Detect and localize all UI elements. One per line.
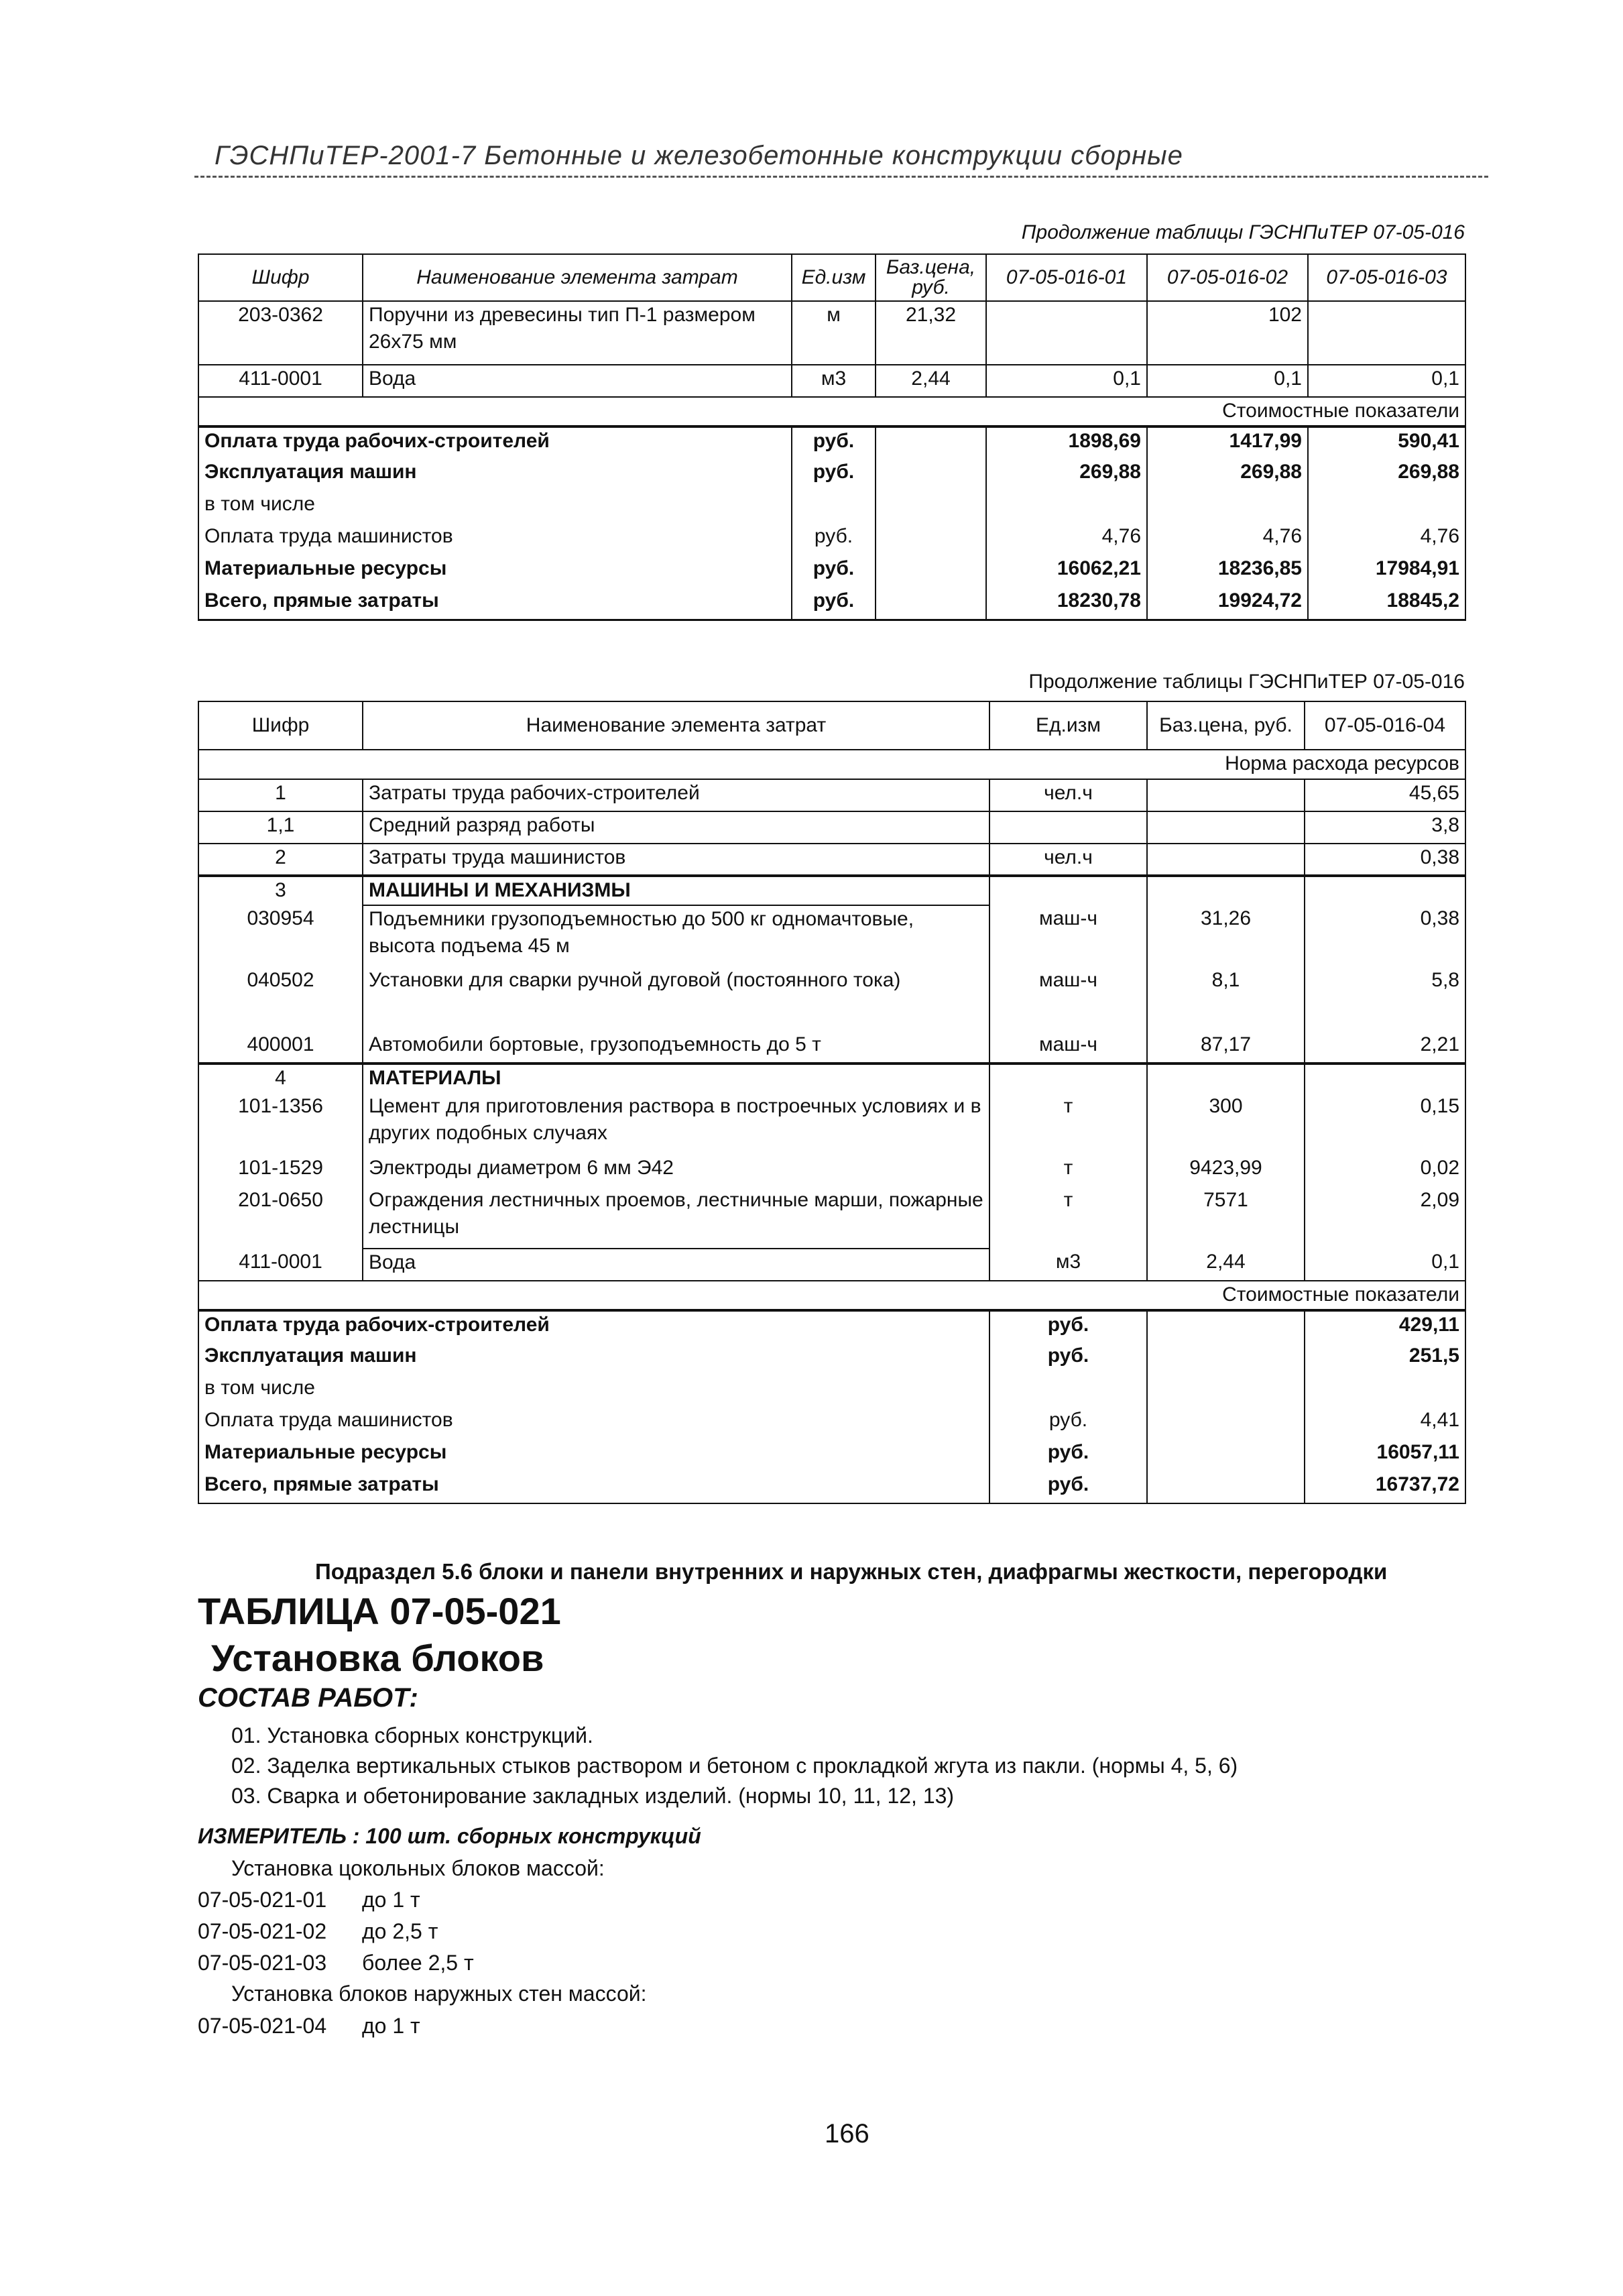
row-name: Цемент для приготовления раствора в построечных условиях и в других подобных случаях	[363, 1093, 989, 1155]
row-unit	[989, 811, 1147, 844]
row-code: 101-1356	[198, 1093, 363, 1155]
table2-continuation: Продолжение таблицы ГЭСНПиТЕР 07-05-016	[1028, 671, 1465, 693]
cost-v3: 18845,2	[1308, 587, 1465, 620]
table-row	[198, 967, 1465, 1031]
table-title: ТАБЛИЦА 07-05-021	[198, 1590, 561, 1632]
row-code: 203-0362	[198, 301, 363, 365]
cost-unit: руб.	[792, 587, 876, 620]
table-row	[198, 1155, 1465, 1187]
t2-col-price: Баз.цена, руб.	[1147, 701, 1305, 750]
cost-v1: 4,76	[986, 523, 1147, 555]
row-value: 5,8	[1305, 967, 1465, 1031]
cost-unit: руб.	[792, 426, 876, 459]
t1-col-v3: 07-05-016-03	[1308, 254, 1465, 301]
work-item: 02. Заделка вертикальных стыков раствором и бетоном с прокладкой жгута из пакли. (нормы 4, 5, 6)	[231, 1754, 1238, 1778]
row-price: 2,44	[1147, 1249, 1305, 1281]
table-row	[198, 1093, 1465, 1155]
norm-label: до 2,5 т	[362, 1919, 438, 1943]
row-price	[1147, 811, 1305, 844]
row-name: Затраты труда машинистов	[363, 844, 989, 876]
table-row	[198, 555, 1465, 587]
cost-v2: 18236,85	[1147, 555, 1308, 587]
cost-name: Материальные ресурсы	[198, 1439, 989, 1471]
cost-v1: 16062,21	[986, 555, 1147, 587]
cost-name: Оплата труда машинистов	[198, 1407, 989, 1439]
meter-label: ИЗМЕРИТЕЛЬ : 100 шт. сборных конструкций	[198, 1824, 701, 1848]
row-name: Поручни из древесины тип П-1 размером 26х75 мм	[363, 301, 792, 365]
row-unit: чел.ч	[989, 844, 1147, 876]
row-price: 7571	[1147, 1187, 1305, 1249]
norm-label: до 1 т	[362, 1888, 420, 1912]
row-v1: 0,1	[986, 365, 1147, 397]
row-name: МАТЕРИАЛЫ	[363, 1064, 989, 1093]
t1-col-price: Баз.цена, руб.	[876, 254, 986, 301]
row-name: Электроды диаметром 6 мм Э42	[363, 1155, 989, 1187]
cost-name: Оплата труда машинистов	[198, 523, 792, 555]
table-row	[198, 1031, 1465, 1064]
t2-col-v: 07-05-016-04	[1305, 701, 1465, 750]
row-code: 1	[198, 779, 363, 811]
table-row	[198, 301, 1465, 365]
running-header: ГЭСНПиТЕР-2001-7 Бетонные и железобетонные конструкции сборные	[215, 141, 1183, 170]
row-unit: т	[989, 1155, 1147, 1187]
table-row	[198, 1439, 1465, 1471]
row-value: 0,38	[1305, 905, 1465, 967]
cost-name: в том числе	[198, 1375, 989, 1407]
table-row	[198, 1407, 1465, 1439]
sostav-label: СОСТАВ РАБОТ:	[198, 1683, 418, 1713]
cost-name: Материальные ресурсы	[198, 555, 792, 587]
cost-unit: руб.	[989, 1471, 1147, 1503]
cost-v2: 19924,72	[1147, 587, 1308, 620]
t1-col-code: Шифр	[198, 254, 363, 301]
row-name: Ограждения лестничных проемов, лестничные марши, пожарные лестницы	[363, 1187, 989, 1249]
cost-v1: 1898,69	[986, 426, 1147, 459]
row-v2: 102	[1147, 301, 1308, 365]
t1-col-unit: Ед.изм	[792, 254, 876, 301]
work-item: 01. Установка сборных конструкций.	[231, 1723, 593, 1747]
table-row	[198, 1310, 1465, 1342]
table-row	[198, 1187, 1465, 1249]
row-unit: м	[792, 301, 876, 365]
t2-norm-header: Норма расхода ресурсов	[198, 750, 1465, 779]
cost-name: Эксплуатация машин	[198, 459, 792, 491]
cost-value: 16737,72	[1305, 1471, 1465, 1503]
subsection-title: Подраздел 5.6 блоки и панели внутренних и наружных стен, диафрагмы жесткости, перегородки	[315, 1559, 1388, 1584]
row-value: 2,09	[1305, 1187, 1465, 1249]
row-value: 0,02	[1305, 1155, 1465, 1187]
cost-name: Оплата труда рабочих-строителей	[198, 426, 792, 459]
row-unit: т	[989, 1187, 1147, 1249]
row-unit: маш-ч	[989, 1031, 1147, 1064]
row-name: МАШИНЫ И МЕХАНИЗМЫ	[363, 876, 989, 905]
cost-v2: 4,76	[1147, 523, 1308, 555]
header-rule	[194, 176, 1488, 178]
table-row	[198, 426, 1465, 459]
table-row	[198, 811, 1465, 844]
cost-value: 429,11	[1305, 1310, 1465, 1342]
norm-label: до 1 т	[362, 2014, 420, 2038]
t1-col-v2: 07-05-016-02	[1147, 254, 1308, 301]
row-unit: м3	[792, 365, 876, 397]
row-name: Вода	[363, 1249, 989, 1281]
row-price: 87,17	[1147, 1031, 1305, 1064]
t1-col-v1: 07-05-016-01	[986, 254, 1147, 301]
row-price	[1147, 779, 1305, 811]
table-row	[198, 587, 1465, 620]
row-code: 101-1529	[198, 1155, 363, 1187]
table-row	[198, 1342, 1465, 1375]
row-value: 45,65	[1305, 779, 1465, 811]
cost-unit: руб.	[989, 1407, 1147, 1439]
cost-unit: руб.	[792, 459, 876, 491]
table-row	[198, 779, 1465, 811]
row-code: 030954	[198, 905, 363, 967]
t1-col-name: Наименование элемента затрат	[363, 254, 792, 301]
cost-v3: 590,41	[1308, 426, 1465, 459]
page-number: 166	[825, 2119, 869, 2148]
row-value: 0,1	[1305, 1249, 1465, 1281]
row-code: 1,1	[198, 811, 363, 844]
group-title: Установка блоков наружных стен массой:	[231, 1982, 647, 2006]
work-item: 03. Сварка и обетонирование закладных изделий. (нормы 10, 11, 12, 13)	[231, 1784, 955, 1808]
row-code: 2	[198, 844, 363, 876]
cost-name: Оплата труда рабочих-строителей	[198, 1310, 989, 1342]
cost-unit: руб.	[989, 1439, 1147, 1471]
t1-cost-header: Стоимостные показатели	[198, 397, 1465, 426]
table-row	[198, 876, 1465, 905]
norm-code: 07-05-021-04	[198, 2014, 327, 2038]
cost-value: 4,41	[1305, 1407, 1465, 1439]
cost-name: Эксплуатация машин	[198, 1342, 989, 1375]
table1-continuation: Продолжение таблицы ГЭСНПиТЕР 07-05-016	[1021, 221, 1465, 243]
cost-name: в том числе	[198, 491, 792, 523]
table-row	[198, 491, 1465, 523]
row-code: 3	[198, 876, 363, 905]
row-price: 9423,99	[1147, 1155, 1305, 1187]
row-price: 300	[1147, 1093, 1305, 1155]
row-code: 040502	[198, 967, 363, 1031]
cost-v2: 1417,99	[1147, 426, 1308, 459]
t2-col-code: Шифр	[198, 701, 363, 750]
row-value: 0,38	[1305, 844, 1465, 876]
cost-unit: руб.	[792, 555, 876, 587]
norm-code: 07-05-021-01	[198, 1888, 327, 1912]
table-name: Установка блоков	[211, 1637, 544, 1679]
norm-code: 07-05-021-03	[198, 1951, 327, 1975]
cost-name: Всего, прямые затраты	[198, 1471, 989, 1503]
cost-unit: руб.	[792, 523, 876, 555]
row-code: 201-0650	[198, 1187, 363, 1249]
t2-cost-header: Стоимостные показатели	[198, 1281, 1465, 1310]
t2-col-unit: Ед.изм	[989, 701, 1147, 750]
row-unit: т	[989, 1093, 1147, 1155]
row-v3	[1308, 301, 1465, 365]
row-unit: м3	[989, 1249, 1147, 1281]
row-code: 4	[198, 1064, 363, 1093]
table-row	[198, 1471, 1465, 1503]
norm-code: 07-05-021-02	[198, 1919, 327, 1943]
row-price: 8,1	[1147, 967, 1305, 1031]
table2	[198, 701, 1466, 1504]
row-name: Затраты труда рабочих-строителей	[363, 779, 989, 811]
row-value: 0,15	[1305, 1093, 1465, 1155]
row-name: Средний разряд работы	[363, 811, 989, 844]
row-price: 21,32	[876, 301, 986, 365]
cost-value: 16057,11	[1305, 1439, 1465, 1471]
row-unit: чел.ч	[989, 779, 1147, 811]
row-unit: маш-ч	[989, 967, 1147, 1031]
group-title: Установка цокольных блоков массой:	[231, 1856, 605, 1880]
row-price: 31,26	[1147, 905, 1305, 967]
row-price	[1147, 844, 1305, 876]
row-v2: 0,1	[1147, 365, 1308, 397]
row-price: 2,44	[876, 365, 986, 397]
row-name: Автомобили бортовые, грузоподъемность до 5 т	[363, 1031, 989, 1064]
cost-v3: 4,76	[1308, 523, 1465, 555]
cost-v1: 269,88	[986, 459, 1147, 491]
row-code: 411-0001	[198, 1249, 363, 1281]
table-row	[198, 1064, 1465, 1093]
t2-col-name: Наименование элемента затрат	[363, 701, 989, 750]
row-value: 2,21	[1305, 1031, 1465, 1064]
table-row	[198, 844, 1465, 876]
row-name: Установки для сварки ручной дуговой (постоянного тока)	[363, 967, 989, 1031]
table-row	[198, 1375, 1465, 1407]
row-v1	[986, 301, 1147, 365]
row-code: 411-0001	[198, 365, 363, 397]
table1	[198, 253, 1466, 621]
cost-v1: 18230,78	[986, 587, 1147, 620]
row-code: 400001	[198, 1031, 363, 1064]
table-row	[198, 523, 1465, 555]
table-row	[198, 365, 1465, 397]
cost-v3: 269,88	[1308, 459, 1465, 491]
cost-unit: руб.	[989, 1310, 1147, 1342]
table-row	[198, 459, 1465, 491]
cost-name: Всего, прямые затраты	[198, 587, 792, 620]
norm-label: более 2,5 т	[362, 1951, 474, 1975]
row-unit: маш-ч	[989, 905, 1147, 967]
cost-value: 251,5	[1305, 1342, 1465, 1375]
cost-v2: 269,88	[1147, 459, 1308, 491]
row-name: Вода	[363, 365, 792, 397]
table-row	[198, 905, 1465, 967]
row-value: 3,8	[1305, 811, 1465, 844]
cost-v3: 17984,91	[1308, 555, 1465, 587]
row-name: Подъемники грузоподъемностью до 500 кг одномачтовые, высота подъема 45 м	[363, 905, 989, 967]
cost-unit: руб.	[989, 1342, 1147, 1375]
row-v3: 0,1	[1308, 365, 1465, 397]
table-row	[198, 1249, 1465, 1281]
